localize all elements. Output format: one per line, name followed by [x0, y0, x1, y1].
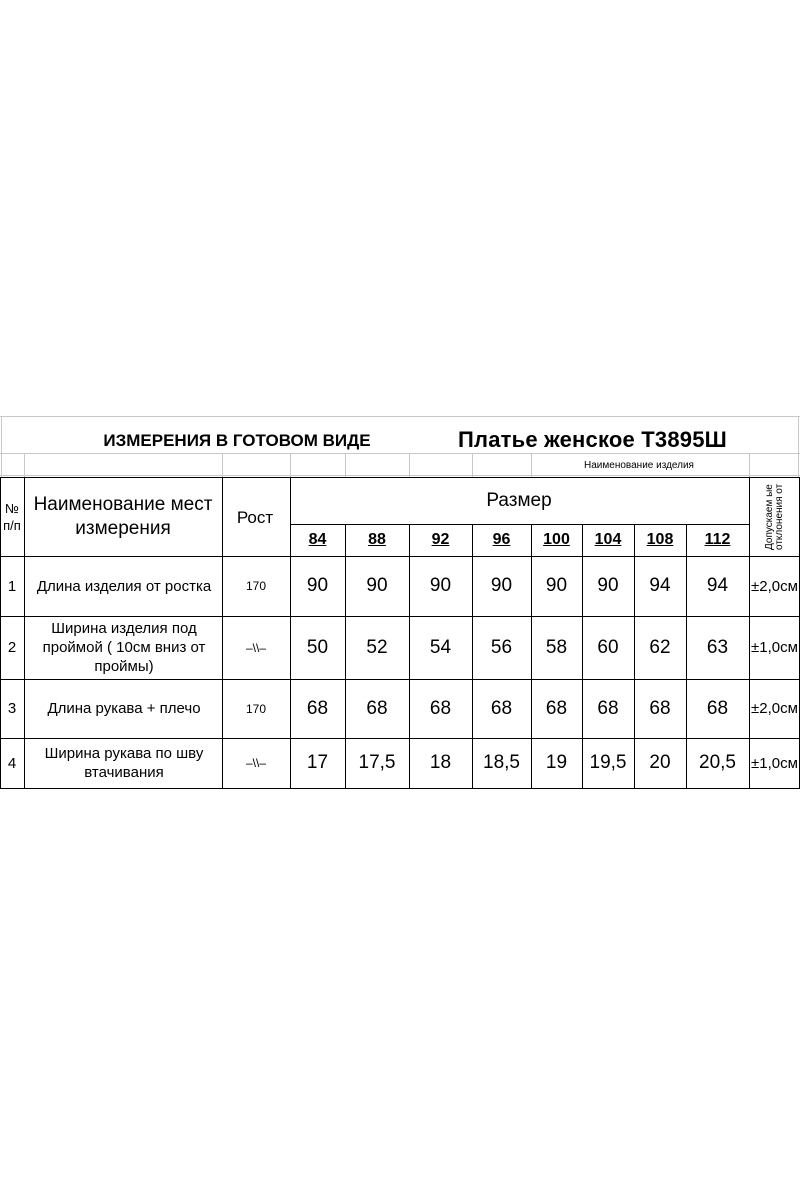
grid-line	[634, 524, 635, 788]
measurement-value: 68	[366, 697, 388, 719]
col-header-num: № п/п	[3, 501, 21, 533]
measurement-value: 17	[306, 752, 329, 773]
measurement-value: 58	[545, 636, 568, 658]
measurement-value: 50	[306, 636, 329, 658]
col-header-tolerance: Допускаем ые отклонения от	[764, 483, 785, 551]
height-value: 170	[245, 701, 267, 716]
grid-line	[1, 416, 2, 478]
height-value: –\\–	[245, 756, 266, 770]
measurement-value: 94	[649, 575, 671, 596]
measurement-value: 56	[490, 636, 513, 658]
grid-line	[345, 524, 346, 788]
measurement-value: 68	[649, 697, 671, 719]
measurement-name: Длина рукава + плечо	[47, 700, 201, 717]
measurement-value: 68	[597, 697, 619, 719]
measurement-value: 17,5	[358, 752, 396, 773]
grid-line	[0, 616, 800, 617]
measurement-value: 19	[545, 752, 568, 773]
size-header-88: 88	[368, 531, 386, 548]
measurement-name: Ширина рукава по шву втачивания	[44, 745, 204, 781]
row-number: 3	[7, 700, 17, 717]
grid-line	[24, 477, 25, 788]
grid-line	[290, 453, 291, 478]
measurement-table	[0, 416, 800, 788]
measurement-value: 52	[366, 636, 388, 658]
grid-line	[24, 453, 25, 478]
grid-line	[222, 453, 223, 478]
measurement-value: 20	[649, 752, 671, 773]
size-header-104: 104	[594, 531, 622, 548]
grid-line	[0, 679, 800, 680]
measurement-value: 94	[706, 575, 729, 596]
grid-line	[472, 453, 473, 478]
grid-line	[531, 453, 532, 478]
size-header-112: 112	[704, 531, 731, 548]
row-number: 4	[7, 754, 17, 772]
measurement-value: 90	[429, 575, 452, 596]
grid-line	[0, 556, 800, 557]
grid-line	[0, 416, 800, 417]
size-header-108: 108	[646, 531, 674, 548]
grid-line	[686, 524, 687, 788]
grid-line	[290, 524, 749, 525]
measurement-value: 54	[429, 636, 452, 658]
measurement-value: 20,5	[699, 752, 736, 773]
grid-line	[0, 475, 800, 476]
tolerance-value: ±2,0см	[751, 700, 798, 717]
grid-line	[472, 524, 473, 788]
row-number: 1	[7, 577, 17, 595]
measurement-value: 19,5	[589, 752, 627, 773]
grid-line	[290, 477, 291, 788]
grid-line	[749, 477, 750, 788]
measurement-value: 68	[545, 697, 568, 719]
grid-line	[345, 453, 346, 478]
product-name: Платье женское Т3895Ш	[458, 427, 727, 452]
measurement-value: 90	[490, 575, 513, 596]
measurement-value: 68	[490, 697, 513, 719]
measurement-value: 62	[649, 636, 671, 658]
grid-line	[0, 477, 800, 478]
col-header-name: Наименование мест измерения	[33, 494, 213, 539]
measurement-value: 18	[429, 752, 452, 773]
grid-line	[409, 453, 410, 478]
measurement-value: 90	[306, 575, 329, 596]
tolerance-value: ±1,0см	[751, 754, 798, 772]
height-value: –\\–	[245, 640, 266, 655]
grid-line	[222, 477, 223, 788]
measurement-value: 90	[597, 575, 619, 596]
tolerance-value: ±1,0см	[751, 639, 798, 656]
measurement-value: 18,5	[483, 752, 520, 773]
measurement-value: 68	[429, 697, 452, 719]
size-header-96: 96	[492, 531, 511, 548]
col-header-size: Размер	[486, 490, 552, 511]
measurement-name: Длина изделия от ростка	[36, 577, 212, 595]
table-title: ИЗМЕРЕНИЯ В ГОТОВОМ ВИДЕ	[103, 431, 371, 450]
grid-line	[749, 453, 750, 478]
grid-line	[798, 416, 799, 478]
size-header-100: 100	[543, 531, 570, 548]
height-value: 170	[245, 579, 267, 593]
product-caption: Наименование изделия	[584, 459, 694, 471]
measurement-name: Ширина изделия под проймой ( 10см вниз от проймы)	[42, 620, 206, 675]
measurement-value: 68	[306, 697, 329, 719]
col-header-rost: Рост	[236, 507, 274, 527]
tolerance-value: ±2,0см	[751, 577, 798, 595]
grid-line	[0, 738, 800, 739]
grid-line	[0, 453, 800, 454]
grid-line	[409, 524, 410, 788]
measurement-value: 90	[366, 575, 388, 596]
grid-line	[0, 788, 800, 789]
measurement-value: 63	[706, 636, 729, 658]
grid-line	[531, 524, 532, 788]
grid-line	[582, 524, 583, 788]
size-header-92: 92	[431, 531, 450, 548]
measurement-value: 68	[706, 697, 729, 719]
size-header-84: 84	[308, 531, 327, 548]
row-number: 2	[7, 639, 17, 656]
measurement-value: 60	[597, 636, 619, 658]
grid-line	[0, 477, 1, 788]
measurement-value: 90	[545, 575, 568, 596]
